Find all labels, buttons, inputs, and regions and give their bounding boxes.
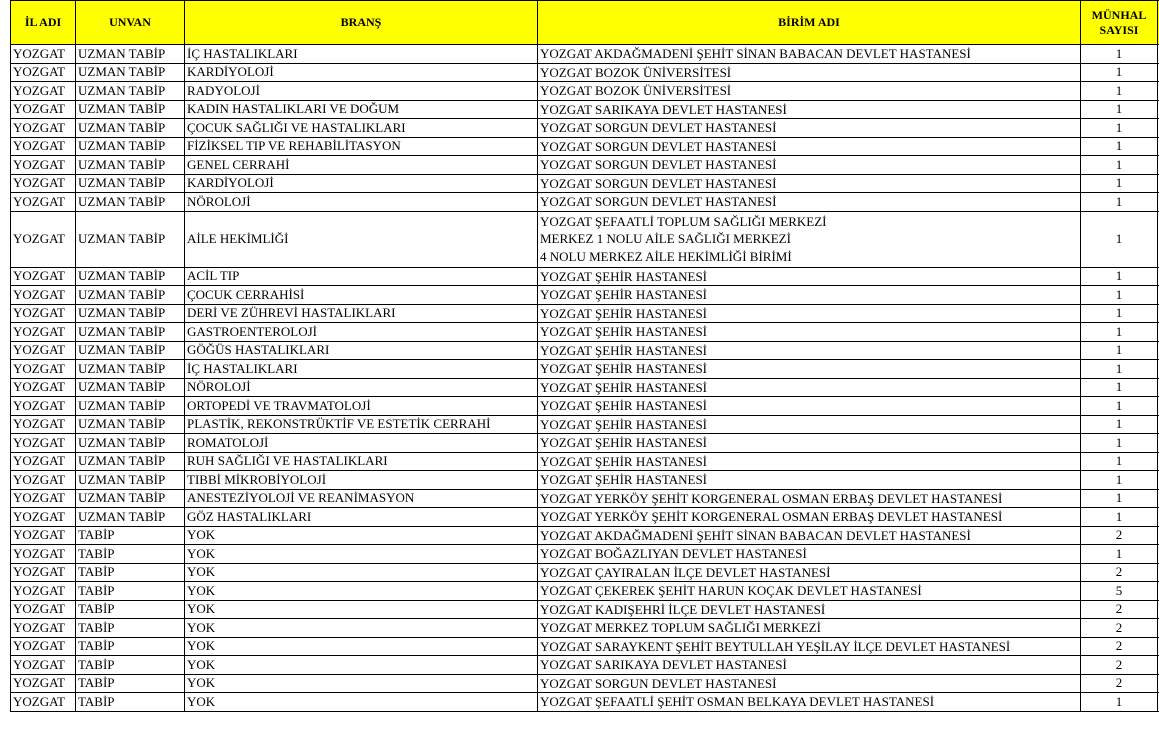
cell-il-adi: YOZGAT: [11, 563, 76, 582]
cell-birim-adi: [538, 693, 1081, 712]
cell-brans: YOK: [185, 656, 538, 675]
cell-unvan: TABİP: [76, 582, 185, 601]
birim-line: YOZGAT ŞEHİR HASTANESİ: [540, 472, 708, 487]
cell-birim-adi: [538, 415, 1081, 434]
cell-unvan: UZMAN TABİP: [76, 434, 185, 453]
cell-birim-adi: [538, 323, 1081, 342]
cell-birim-adi: [538, 286, 1081, 305]
birim-line: YOZGAT SORGUN DEVLET HASTANESİ: [540, 194, 777, 209]
cell-brans: YOK: [185, 619, 538, 638]
cell-birim-adi: [538, 378, 1081, 397]
cell-birim-adi: [538, 174, 1081, 193]
cell-brans: YOK: [185, 674, 538, 693]
cell-munhal-sayisi: 5: [1081, 582, 1158, 601]
cell-munhal-sayisi: 1: [1081, 452, 1158, 471]
cell-unvan: TABİP: [76, 674, 185, 693]
cell-unvan: UZMAN TABİP: [76, 119, 185, 138]
cell-unvan: UZMAN TABİP: [76, 360, 185, 379]
cell-munhal-sayisi: 1: [1081, 360, 1158, 379]
cell-munhal-sayisi: 1: [1081, 156, 1158, 175]
birim-line: YOZGAT SORGUN DEVLET HASTANESİ: [540, 675, 777, 691]
cell-munhal-sayisi: 1: [1081, 137, 1158, 156]
table-row: [11, 693, 1159, 712]
cell-brans: İÇ HASTALIKLARI: [185, 45, 538, 64]
table-row: [11, 637, 1159, 656]
cell-unvan: UZMAN TABİP: [76, 286, 185, 305]
cell-munhal-sayisi: 1: [1081, 397, 1158, 416]
cell-birim-adi: [538, 267, 1081, 286]
cell-brans: TIBBİ MİKROBİYOLOJİ: [185, 471, 538, 490]
cell-il-adi: YOZGAT: [11, 526, 76, 545]
cell-munhal-sayisi: 1: [1081, 119, 1158, 138]
table-row: [11, 619, 1159, 638]
cell-munhal-sayisi: 2: [1081, 563, 1158, 582]
birim-line: YOZGAT BOZOK ÜNİVERSİTESİ: [540, 83, 732, 98]
table-row: [11, 63, 1159, 82]
birim-line: YOZGAT SARAYKENT ŞEHİT BEYTULLAH YEŞİLAY İLÇE DEVLET HASTANESİ: [540, 638, 1011, 654]
table-row: [11, 323, 1159, 342]
cell-unvan: TABİP: [76, 563, 185, 582]
table-row: [11, 471, 1159, 490]
cell-birim-adi: [538, 637, 1081, 656]
cell-brans: YOK: [185, 545, 538, 564]
cell-brans: GÖZ HASTALIKLARI: [185, 508, 538, 527]
cell-birim-adi: [538, 582, 1081, 601]
cell-munhal-sayisi: 1: [1081, 415, 1158, 434]
cell-unvan: UZMAN TABİP: [76, 63, 185, 82]
birim-line: 4 NOLU MERKEZ AİLE HEKİMLİĞİ BİRİMİ: [540, 248, 792, 264]
cell-il-adi: YOZGAT: [11, 600, 76, 619]
cell-unvan: UZMAN TABİP: [76, 323, 185, 342]
birim-line: YOZGAT ÇEKEREK ŞEHİT HARUN KOÇAK DEVLET HASTANESİ: [540, 583, 922, 598]
cell-munhal-sayisi: 2: [1081, 637, 1158, 656]
cell-il-adi: YOZGAT: [11, 415, 76, 434]
cell-il-adi: YOZGAT: [11, 45, 76, 64]
cell-brans: DERİ VE ZÜHREVİ HASTALIKLARI: [185, 304, 538, 323]
cell-unvan: UZMAN TABİP: [76, 100, 185, 119]
table-row: [11, 341, 1159, 360]
table-row: [11, 600, 1159, 619]
birim-line: YOZGAT ŞEHİR HASTANESİ: [540, 361, 708, 376]
cell-munhal-sayisi: 1: [1081, 82, 1158, 101]
cell-unvan: TABİP: [76, 637, 185, 656]
cell-birim-adi: [538, 508, 1081, 527]
cell-birim-adi: [538, 341, 1081, 360]
table-row: [11, 452, 1159, 471]
cell-unvan: UZMAN TABİP: [76, 489, 185, 508]
cell-unvan: TABİP: [76, 656, 185, 675]
cell-brans: İÇ HASTALIKLARI: [185, 360, 538, 379]
cell-il-adi: YOZGAT: [11, 434, 76, 453]
cell-birim-adi: [538, 45, 1081, 64]
cell-brans: ROMATOLOJİ: [185, 434, 538, 453]
cell-il-adi: YOZGAT: [11, 693, 76, 712]
cell-unvan: UZMAN TABİP: [76, 45, 185, 64]
cell-munhal-sayisi: 2: [1081, 619, 1158, 638]
cell-unvan: TABİP: [76, 600, 185, 619]
cell-il-adi: YOZGAT: [11, 341, 76, 360]
birim-line: YOZGAT BOZOK ÜNİVERSİTESİ: [540, 64, 732, 80]
cell-unvan: UZMAN TABİP: [76, 156, 185, 175]
cell-brans: ÇOCUK SAĞLIĞI VE HASTALIKLARI: [185, 119, 538, 138]
table-row: [11, 415, 1159, 434]
birim-line: MERKEZ 1 NOLU AİLE SAĞLIĞI MERKEZİ: [540, 231, 791, 247]
cell-birim-adi: [538, 674, 1081, 693]
birim-line: YOZGAT AKDAĞMADENİ ŞEHİT SİNAN BABACAN DEVLET HASTANESİ: [540, 46, 971, 61]
cell-il-adi: YOZGAT: [11, 656, 76, 675]
cell-munhal-sayisi: 2: [1081, 656, 1158, 675]
cell-il-adi: YOZGAT: [11, 545, 76, 564]
table-row: [11, 656, 1159, 675]
cell-il-adi: YOZGAT: [11, 100, 76, 119]
cell-unvan: UZMAN TABİP: [76, 304, 185, 323]
table-row: [11, 119, 1159, 138]
cell-il-adi: YOZGAT: [11, 471, 76, 490]
cell-brans: KADIN HASTALIKLARI VE DOĞUM: [185, 100, 538, 119]
cell-birim-adi: [538, 563, 1081, 582]
cell-brans: GÖĞÜS HASTALIKLARI: [185, 341, 538, 360]
cell-munhal-sayisi: 1: [1081, 45, 1158, 64]
birim-line: YOZGAT SORGUN DEVLET HASTANESİ: [540, 120, 777, 135]
birim-line: YOZGAT ŞEHİR HASTANESİ: [540, 416, 708, 432]
table-row: [11, 397, 1159, 416]
cell-birim-adi: [538, 82, 1081, 101]
table-row: [11, 674, 1159, 693]
cell-il-adi: YOZGAT: [11, 508, 76, 527]
table-row: [11, 45, 1159, 64]
header-brans: BRANŞ: [185, 1, 538, 45]
cell-birim-adi: [538, 304, 1081, 323]
birim-line: YOZGAT SORGUN DEVLET HASTANESİ: [540, 175, 777, 191]
birim-line: YOZGAT ÇAYIRALAN İLÇE DEVLET HASTANESİ: [540, 564, 831, 580]
cell-munhal-sayisi: 1: [1081, 304, 1158, 323]
header-birim-adi: BİRİM ADI: [538, 1, 1081, 45]
birim-line: YOZGAT ŞEFAATLİ ŞEHİT OSMAN BELKAYA DEVLET HASTANESİ: [540, 694, 935, 709]
birim-line: YOZGAT ŞEFAATLİ TOPLUM SAĞLIĞI MERKEZİ: [540, 213, 827, 229]
table-row: [11, 489, 1159, 508]
cell-il-adi: YOZGAT: [11, 452, 76, 471]
cell-unvan: UZMAN TABİP: [76, 341, 185, 360]
cell-unvan: UZMAN TABİP: [76, 82, 185, 101]
birim-line: YOZGAT ŞEHİR HASTANESİ: [540, 268, 708, 284]
table-row: [11, 360, 1159, 379]
cell-il-adi: YOZGAT: [11, 63, 76, 82]
cell-il-adi: YOZGAT: [11, 174, 76, 193]
cell-il-adi: YOZGAT: [11, 137, 76, 156]
table-row: [11, 137, 1159, 156]
header-munhal-sayisi: [1081, 1, 1158, 45]
cell-brans: ORTOPEDİ VE TRAVMATOLOJİ: [185, 397, 538, 416]
birim-line: YOZGAT ŞEHİR HASTANESİ: [540, 453, 708, 469]
cell-unvan: UZMAN TABİP: [76, 267, 185, 286]
birim-line: YOZGAT ŞEHİR HASTANESİ: [540, 379, 708, 395]
birim-line: YOZGAT MERKEZ TOPLUM SAĞLIĞI MERKEZİ: [540, 620, 821, 635]
cell-unvan: UZMAN TABİP: [76, 193, 185, 212]
cell-unvan: UZMAN TABİP: [76, 471, 185, 490]
cell-unvan: UZMAN TABİP: [76, 397, 185, 416]
cell-il-adi: YOZGAT: [11, 360, 76, 379]
birim-line: YOZGAT ŞEHİR HASTANESİ: [540, 398, 708, 413]
cell-munhal-sayisi: 2: [1081, 526, 1158, 545]
table-row: [11, 378, 1159, 397]
cell-birim-adi: [538, 360, 1081, 379]
header-row: [11, 1, 1159, 45]
birim-line: YOZGAT SORGUN DEVLET HASTANESİ: [540, 157, 777, 172]
vacancy-table: [10, 0, 1159, 712]
cell-brans: ÇOCUK CERRAHİSİ: [185, 286, 538, 305]
cell-munhal-sayisi: 2: [1081, 600, 1158, 619]
cell-brans: KARDİYOLOJİ: [185, 174, 538, 193]
cell-unvan: UZMAN TABİP: [76, 137, 185, 156]
cell-brans: YOK: [185, 600, 538, 619]
birim-line: YOZGAT YERKÖY ŞEHİT KORGENERAL OSMAN ERBAŞ DEVLET HASTANESİ: [540, 490, 1003, 506]
cell-birim-adi: [538, 545, 1081, 564]
table-row: [11, 563, 1159, 582]
birim-line: YOZGAT ŞEHİR HASTANESİ: [540, 324, 708, 339]
birim-line: YOZGAT ŞEHİR HASTANESİ: [540, 305, 708, 321]
header-munhal-line1: MÜNHAL: [1091, 7, 1147, 22]
cell-munhal-sayisi: 1: [1081, 286, 1158, 305]
cell-brans: AİLE HEKİMLİĞİ: [185, 211, 538, 267]
cell-birim-adi: [538, 489, 1081, 508]
header-munhal-line2: SAYISI: [1099, 22, 1139, 37]
birim-line: YOZGAT SORGUN DEVLET HASTANESİ: [540, 138, 777, 154]
cell-il-adi: YOZGAT: [11, 489, 76, 508]
cell-birim-adi: [538, 619, 1081, 638]
cell-unvan: UZMAN TABİP: [76, 508, 185, 527]
table-row: [11, 211, 1159, 267]
table-body: [11, 45, 1159, 712]
cell-unvan: UZMAN TABİP: [76, 452, 185, 471]
cell-birim-adi: [538, 397, 1081, 416]
table-row: [11, 193, 1159, 212]
cell-unvan: TABİP: [76, 545, 185, 564]
header-unvan: UNVAN: [76, 1, 185, 45]
cell-brans: ANESTEZİYOLOJİ VE REANİMASYON: [185, 489, 538, 508]
table-row: [11, 508, 1159, 527]
cell-munhal-sayisi: 1: [1081, 471, 1158, 490]
header-il-adi: İL ADI: [11, 1, 76, 45]
table-row: [11, 582, 1159, 601]
cell-brans: YOK: [185, 563, 538, 582]
table-row: [11, 267, 1159, 286]
birim-line: YOZGAT YERKÖY ŞEHİT KORGENERAL OSMAN ERBAŞ DEVLET HASTANESİ: [540, 509, 1003, 524]
cell-il-adi: YOZGAT: [11, 674, 76, 693]
cell-brans: YOK: [185, 526, 538, 545]
cell-munhal-sayisi: 1: [1081, 174, 1158, 193]
cell-brans: KARDİYOLOJİ: [185, 63, 538, 82]
cell-birim-adi: [538, 63, 1081, 82]
cell-munhal-sayisi: 1: [1081, 267, 1158, 286]
cell-il-adi: YOZGAT: [11, 378, 76, 397]
cell-munhal-sayisi: 1: [1081, 545, 1158, 564]
cell-il-adi: YOZGAT: [11, 637, 76, 656]
cell-munhal-sayisi: 1: [1081, 489, 1158, 508]
cell-unvan: UZMAN TABİP: [76, 174, 185, 193]
cell-brans: YOK: [185, 582, 538, 601]
cell-il-adi: YOZGAT: [11, 156, 76, 175]
birim-line: YOZGAT KADIŞEHRİ İLÇE DEVLET HASTANESİ: [540, 601, 826, 617]
cell-brans: FİZİKSEL TIP VE REHABİLİTASYON: [185, 137, 538, 156]
birim-line: YOZGAT ŞEHİR HASTANESİ: [540, 435, 708, 450]
cell-brans: ACİL TIP: [185, 267, 538, 286]
cell-birim-adi: [538, 452, 1081, 471]
cell-munhal-sayisi: 1: [1081, 378, 1158, 397]
table-row: [11, 304, 1159, 323]
table-row: [11, 526, 1159, 545]
cell-munhal-sayisi: 1: [1081, 63, 1158, 82]
cell-brans: RADYOLOJİ: [185, 82, 538, 101]
cell-brans: GENEL CERRAHİ: [185, 156, 538, 175]
cell-brans: YOK: [185, 637, 538, 656]
cell-unvan: TABİP: [76, 693, 185, 712]
table-row: [11, 100, 1159, 119]
cell-il-adi: YOZGAT: [11, 619, 76, 638]
cell-brans: NÖROLOJİ: [185, 193, 538, 212]
cell-il-adi: YOZGAT: [11, 211, 76, 267]
table-row: [11, 286, 1159, 305]
cell-birim-adi: [538, 211, 1081, 267]
birim-line: YOZGAT SARIKAYA DEVLET HASTANESİ: [540, 101, 787, 117]
cell-munhal-sayisi: 1: [1081, 193, 1158, 212]
birim-line: YOZGAT BOĞAZLIYAN DEVLET HASTANESİ: [540, 546, 807, 561]
cell-brans: NÖROLOJİ: [185, 378, 538, 397]
cell-munhal-sayisi: 1: [1081, 100, 1158, 119]
cell-birim-adi: [538, 600, 1081, 619]
cell-unvan: UZMAN TABİP: [76, 211, 185, 267]
cell-brans: YOK: [185, 693, 538, 712]
cell-birim-adi: [538, 656, 1081, 675]
cell-munhal-sayisi: 1: [1081, 508, 1158, 527]
cell-birim-adi: [538, 156, 1081, 175]
cell-il-adi: YOZGAT: [11, 397, 76, 416]
cell-unvan: TABİP: [76, 619, 185, 638]
table-row: [11, 545, 1159, 564]
cell-il-adi: YOZGAT: [11, 193, 76, 212]
cell-birim-adi: [538, 193, 1081, 212]
birim-line: YOZGAT ŞEHİR HASTANESİ: [540, 287, 708, 302]
cell-unvan: UZMAN TABİP: [76, 378, 185, 397]
cell-il-adi: YOZGAT: [11, 304, 76, 323]
table-row: [11, 156, 1159, 175]
cell-munhal-sayisi: 1: [1081, 211, 1158, 267]
cell-brans: PLASTİK, REKONSTRÜKTİF VE ESTETİK CERRAHİ: [185, 415, 538, 434]
cell-birim-adi: [538, 137, 1081, 156]
table-row: [11, 434, 1159, 453]
cell-munhal-sayisi: 1: [1081, 434, 1158, 453]
birim-line: YOZGAT SARIKAYA DEVLET HASTANESİ: [540, 657, 787, 672]
cell-birim-adi: [538, 100, 1081, 119]
cell-munhal-sayisi: 1: [1081, 693, 1158, 712]
cell-il-adi: YOZGAT: [11, 582, 76, 601]
cell-il-adi: YOZGAT: [11, 323, 76, 342]
cell-brans: RUH SAĞLIĞI VE HASTALIKLARI: [185, 452, 538, 471]
cell-birim-adi: [538, 434, 1081, 453]
cell-birim-adi: [538, 526, 1081, 545]
cell-birim-adi: [538, 471, 1081, 490]
table-row: [11, 174, 1159, 193]
cell-unvan: UZMAN TABİP: [76, 415, 185, 434]
birim-line: YOZGAT ŞEHİR HASTANESİ: [540, 342, 708, 358]
cell-il-adi: YOZGAT: [11, 286, 76, 305]
cell-munhal-sayisi: 1: [1081, 323, 1158, 342]
cell-unvan: TABİP: [76, 526, 185, 545]
cell-birim-adi: [538, 119, 1081, 138]
birim-line: YOZGAT AKDAĞMADENİ ŞEHİT SİNAN BABACAN DEVLET HASTANESİ: [540, 527, 971, 543]
table-row: [11, 82, 1159, 101]
cell-il-adi: YOZGAT: [11, 267, 76, 286]
cell-munhal-sayisi: 2: [1081, 674, 1158, 693]
cell-il-adi: YOZGAT: [11, 82, 76, 101]
cell-brans: GASTROENTEROLOJİ: [185, 323, 538, 342]
cell-munhal-sayisi: 1: [1081, 341, 1158, 360]
cell-il-adi: YOZGAT: [11, 119, 76, 138]
